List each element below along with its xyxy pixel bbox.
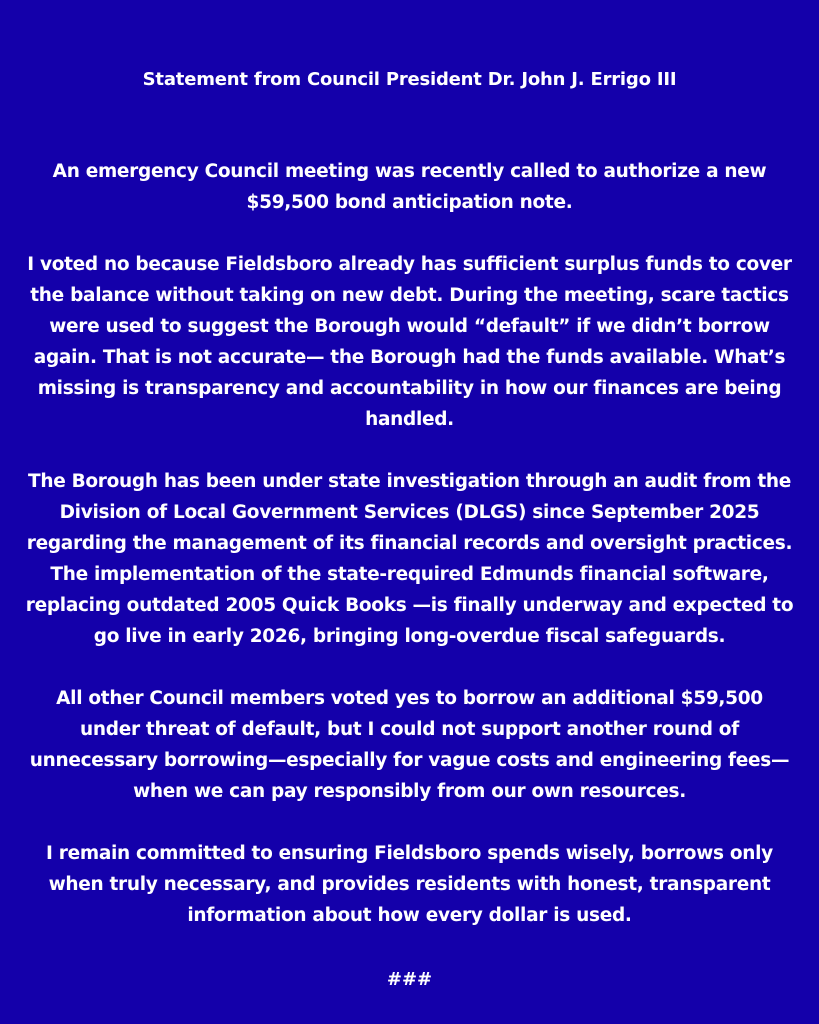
paragraph-line: The Borough has been under state investigation through an audit from the: [28, 471, 791, 492]
paragraph-line: replacing outdated 2005 Quick Books —is finally underway and expected to: [25, 595, 794, 616]
paragraph-line: information about how every dollar is used.: [187, 905, 632, 926]
statement-signoff: ###: [386, 969, 433, 990]
paragraph-line: unnecessary borrowing—especially for vague costs and engineering fees—: [29, 750, 790, 771]
paragraph-line: the balance without taking on new debt. During the meeting, scare tactics: [30, 285, 789, 306]
paragraph-line: regarding the management of its financial records and oversight practices.: [26, 533, 793, 554]
paragraph-vote-reason: [0, 249, 819, 435]
statement-title: Statement from Council President Dr. John J. Errigo III: [142, 69, 677, 90]
paragraph-line: I voted no because Fieldsboro already has sufficient surplus funds to cover: [27, 254, 792, 275]
paragraph-commitment: [0, 838, 819, 931]
paragraph-line: $59,500 bond anticipation note.: [246, 192, 573, 213]
paragraph-line: go live in early 2026, bringing long-overdue fiscal safeguards.: [93, 626, 726, 647]
paragraph-line: missing is transparency and accountability in how our finances are being: [37, 378, 782, 399]
paragraph-line: again. That is not accurate— the Borough had the funds available. What’s: [33, 347, 786, 368]
paragraph-meeting: [0, 156, 819, 218]
paragraph-line: I remain committed to ensuring Fieldsboro spends wisely, borrows only: [46, 843, 773, 864]
paragraph-line: under threat of default, but I could not support another round of: [80, 719, 739, 740]
paragraph-investigation: [0, 466, 819, 652]
paragraph-line: when truly necessary, and provides residents with honest, transparent: [48, 874, 771, 895]
paragraph-line: were used to suggest the Borough would “default” if we didn’t borrow: [49, 316, 770, 337]
paragraph-line: The implementation of the state-required Edmunds financial software,: [50, 564, 769, 585]
statement-body: [0, 156, 819, 962]
paragraph-line: All other Council members voted yes to borrow an additional $59,500: [56, 688, 763, 709]
paragraph-line: handled.: [365, 409, 454, 430]
paragraph-line: Division of Local Government Services (DLGS) since September 2025: [59, 502, 760, 523]
paragraph-other-votes: [0, 683, 819, 807]
paragraph-line: when we can pay responsibly from our own resources.: [133, 781, 686, 802]
paragraph-line: An emergency Council meeting was recently called to authorize a new: [52, 161, 767, 182]
